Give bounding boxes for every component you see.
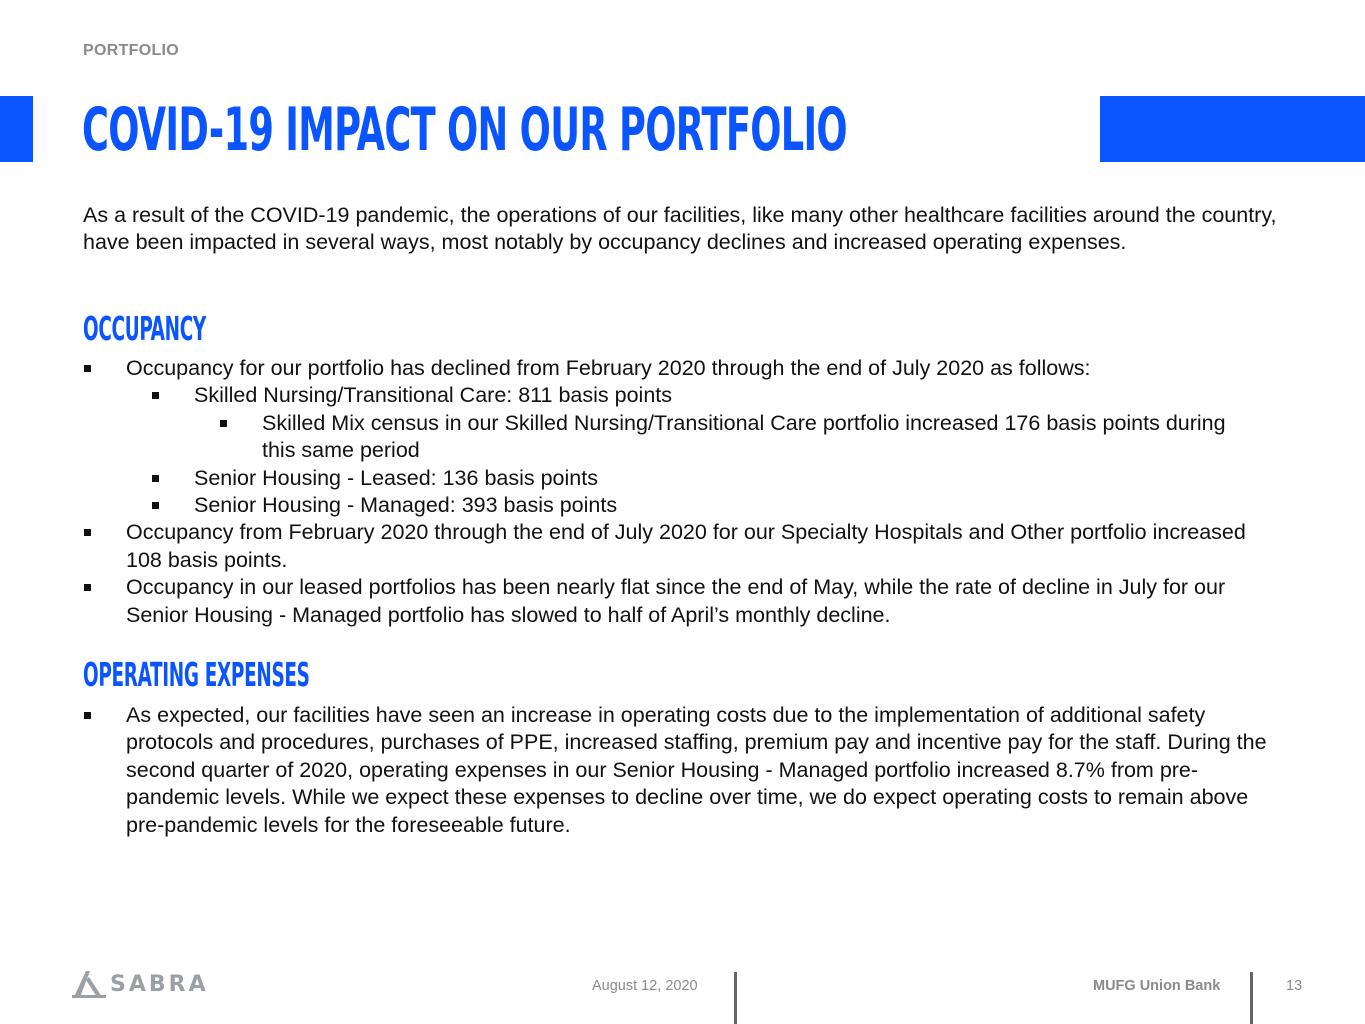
page-title: COVID-19 IMPACT ON OUR PORTFOLIO bbox=[82, 95, 847, 165]
section-label: PORTFOLIO bbox=[83, 42, 180, 59]
page-number: 13 bbox=[1286, 978, 1303, 994]
left-accent-bar bbox=[0, 96, 33, 162]
operating-expenses-heading: OPERATING EXPENSES bbox=[83, 655, 310, 694]
sabra-logo-icon bbox=[72, 968, 106, 1000]
list-item: Occupancy for our portfolio has declined from February 2020 through the end of July 2020 as follows: bbox=[0, 355, 1276, 382]
footer-divider bbox=[1250, 972, 1253, 1024]
right-accent-bar bbox=[1100, 96, 1365, 162]
logo-wordmark: SABRA bbox=[110, 971, 209, 997]
footer-date: August 12, 2020 bbox=[592, 978, 698, 994]
occupancy-heading: OCCUPANCY bbox=[83, 309, 206, 348]
operating-expenses-bullet-list bbox=[0, 702, 1365, 839]
occupancy-bullet-list bbox=[0, 355, 1365, 629]
list-item: Occupancy from February 2020 through the end of July 2020 for our Specialty Hospitals and Other portfolio increased 108 basis points. bbox=[0, 519, 1276, 574]
list-item: Skilled Nursing/Transitional Care: 811 basis points bbox=[0, 382, 1274, 409]
intro-paragraph: As a result of the COVID-19 pandemic, the operations of our facilities, like many other healthcare facilities around the country, have been impacted in several ways, most notably by occupancy declines and increased operating expenses. bbox=[83, 203, 1277, 255]
sabra-logo bbox=[72, 968, 209, 1000]
footer-divider bbox=[734, 972, 737, 1024]
list-item: Occupancy in our leased portfolios has been nearly flat since the end of May, while the rate of decline in July for our Senior Housing - Managed portfolio has slowed to half of April’s monthly decline. bbox=[0, 574, 1276, 629]
list-item: Skilled Mix census in our Skilled Nursing/Transitional Care portfolio increased 176 basis points during this same period bbox=[0, 410, 1242, 465]
list-item: Senior Housing - Leased: 136 basis points bbox=[0, 465, 1274, 492]
footer-client-name: MUFG Union Bank bbox=[1093, 978, 1221, 994]
list-item: Senior Housing - Managed: 393 basis points bbox=[0, 492, 1274, 519]
list-item: As expected, our facilities have seen an increase in operating costs due to the implementation of additional safety protocols and procedures, purchases of PPE, increased staffing, premium pay and incentive pay for the staff. During the second quarter of 2020, operating expenses in our Senior Housing - Managed portfolio increased 8.7% from pre-pandemic levels. While we expect these expenses to decline over time, we do expect operating costs to remain above pre-pandemic levels for the foreseeable future. bbox=[0, 702, 1276, 839]
